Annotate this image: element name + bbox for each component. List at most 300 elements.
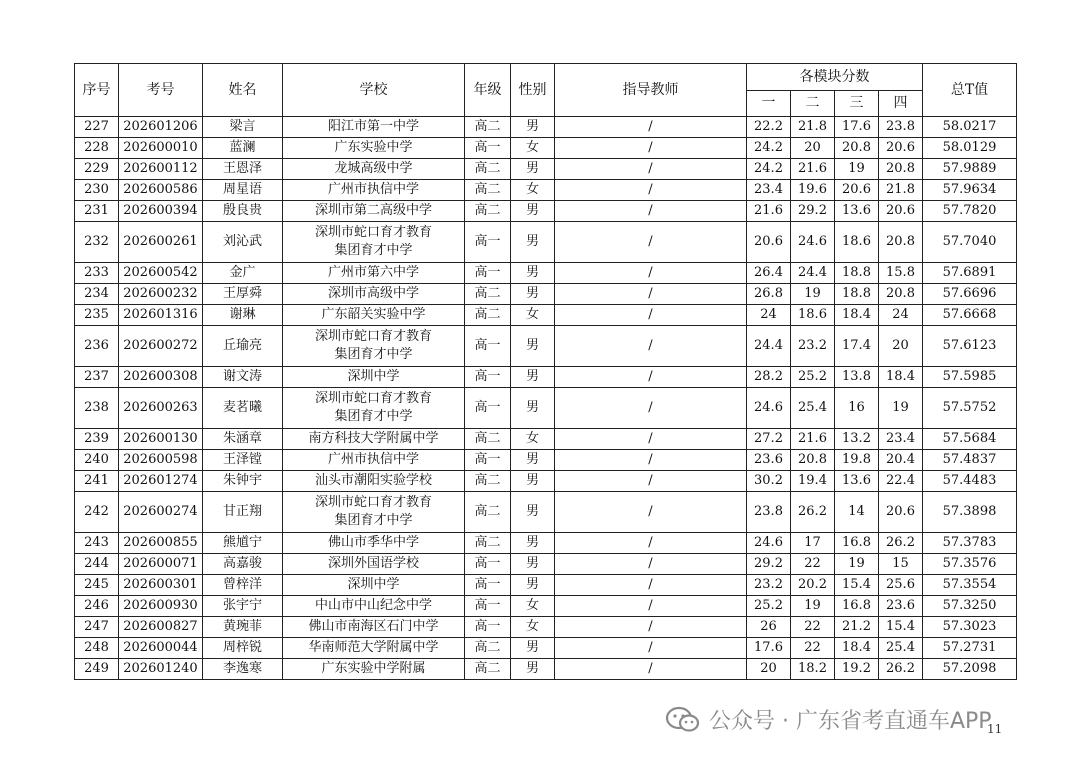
cell-name: 蓝澜: [203, 138, 283, 159]
table-row: [75, 305, 1017, 326]
cell-name: 麦茗曦: [203, 388, 283, 429]
cell-exam-no: 202601206: [119, 117, 203, 138]
cell-seq: 231: [75, 201, 119, 222]
cell-school: [283, 180, 465, 201]
cell-gender: 女: [511, 305, 555, 326]
school-line: 广州市第六中学: [327, 265, 419, 280]
cell-m3: 16.8: [835, 596, 879, 617]
cell-m1: 20.6: [747, 222, 791, 263]
cell-school: [283, 284, 465, 305]
cell-m3: 16: [835, 388, 879, 429]
cell-name: 刘沁武: [203, 222, 283, 263]
header-gender: 性别: [511, 64, 555, 117]
cell-seq: 233: [75, 263, 119, 284]
cell-seq: 239: [75, 429, 119, 450]
school-line: 集团育才中学: [334, 409, 413, 424]
cell-name: 曾梓洋: [203, 575, 283, 596]
cell-m2: 21.6: [791, 429, 835, 450]
wechat-icon: [665, 706, 701, 734]
cell-m1: 23.2: [747, 575, 791, 596]
header-module-1: 一: [747, 90, 791, 117]
cell-m3: 13.6: [835, 201, 879, 222]
cell-m1: 26.4: [747, 263, 791, 284]
cell-total: 57.3023: [923, 617, 1017, 638]
cell-teacher: /: [555, 367, 747, 388]
table-row: [75, 222, 1017, 263]
cell-school: [283, 429, 465, 450]
cell-m1: 24.6: [747, 388, 791, 429]
cell-teacher: /: [555, 471, 747, 492]
cell-m3: 13.6: [835, 471, 879, 492]
school-line: 汕头市潮阳实验学校: [314, 473, 432, 488]
cell-m4: 15.8: [879, 263, 923, 284]
cell-school: [283, 138, 465, 159]
cell-school: [283, 388, 465, 429]
cell-m2: 18.2: [791, 659, 835, 680]
cell-exam-no: 202600586: [119, 180, 203, 201]
cell-gender: 男: [511, 117, 555, 138]
cell-m4: 19: [879, 388, 923, 429]
cell-grade: 高二: [465, 492, 511, 533]
cell-seq: 247: [75, 617, 119, 638]
cell-m2: 19: [791, 596, 835, 617]
cell-m4: 23.8: [879, 117, 923, 138]
cell-teacher: /: [555, 492, 747, 533]
cell-total: 57.3783: [923, 533, 1017, 554]
cell-grade: 高一: [465, 596, 511, 617]
cell-gender: 男: [511, 533, 555, 554]
school-line: 广州市执信中学: [327, 182, 419, 197]
cell-grade: 高一: [465, 575, 511, 596]
cell-m4: 20.8: [879, 222, 923, 263]
table-row: [75, 575, 1017, 596]
cell-m3: 18.8: [835, 284, 879, 305]
table-row: [75, 617, 1017, 638]
cell-m3: 13.8: [835, 367, 879, 388]
cell-teacher: /: [555, 326, 747, 367]
cell-seq: 227: [75, 117, 119, 138]
cell-gender: 男: [511, 284, 555, 305]
cell-m2: 20.2: [791, 575, 835, 596]
cell-exam-no: 202600598: [119, 450, 203, 471]
cell-gender: 男: [511, 471, 555, 492]
cell-school: [283, 659, 465, 680]
school-line: 深圳市高级中学: [327, 286, 419, 301]
table-row: [75, 429, 1017, 450]
cell-name: 周梓锐: [203, 638, 283, 659]
cell-exam-no: 202600930: [119, 596, 203, 617]
cell-m3: 19: [835, 554, 879, 575]
cell-name: 甘正翔: [203, 492, 283, 533]
cell-m3: 18.4: [835, 305, 879, 326]
cell-exam-no: 202601274: [119, 471, 203, 492]
cell-total: 57.2731: [923, 638, 1017, 659]
cell-total: 57.7040: [923, 222, 1017, 263]
cell-m1: 27.2: [747, 429, 791, 450]
cell-m2: 22: [791, 554, 835, 575]
cell-grade: 高二: [465, 429, 511, 450]
cell-exam-no: 202600855: [119, 533, 203, 554]
cell-m3: 17.4: [835, 326, 879, 367]
cell-m2: 20: [791, 138, 835, 159]
cell-seq: 242: [75, 492, 119, 533]
cell-m4: 25.4: [879, 638, 923, 659]
cell-total: 57.3554: [923, 575, 1017, 596]
cell-seq: 228: [75, 138, 119, 159]
cell-school: [283, 554, 465, 575]
cell-total: 57.6696: [923, 284, 1017, 305]
cell-m3: 19.2: [835, 659, 879, 680]
table-row: [75, 533, 1017, 554]
cell-gender: 女: [511, 596, 555, 617]
school-line: 集团育才中学: [334, 243, 413, 258]
cell-gender: 男: [511, 388, 555, 429]
cell-exam-no: 202600044: [119, 638, 203, 659]
cell-m3: 16.8: [835, 533, 879, 554]
page-number: 11: [987, 722, 1003, 736]
cell-m2: 19: [791, 284, 835, 305]
table-row: [75, 180, 1017, 201]
cell-total: 57.3250: [923, 596, 1017, 617]
school-line: 华南师范大学附属中学: [308, 640, 439, 655]
cell-school: [283, 617, 465, 638]
cell-m1: 24.2: [747, 159, 791, 180]
cell-grade: 高一: [465, 263, 511, 284]
cell-m1: 23.6: [747, 450, 791, 471]
cell-exam-no: 202600232: [119, 284, 203, 305]
cell-m3: 18.8: [835, 263, 879, 284]
header-module-4: 四: [879, 90, 923, 117]
cell-teacher: /: [555, 284, 747, 305]
cell-total: 57.7820: [923, 201, 1017, 222]
cell-seq: 240: [75, 450, 119, 471]
cell-exam-no: 202600308: [119, 367, 203, 388]
cell-name: 朱涵章: [203, 429, 283, 450]
cell-gender: 男: [511, 326, 555, 367]
table-row: [75, 284, 1017, 305]
school-line: 深圳中学: [347, 577, 400, 592]
cell-school: [283, 450, 465, 471]
cell-m1: 26.8: [747, 284, 791, 305]
cell-school: [283, 492, 465, 533]
watermark: [665, 704, 992, 735]
table-row: [75, 326, 1017, 367]
cell-seq: 241: [75, 471, 119, 492]
cell-grade: 高二: [465, 201, 511, 222]
cell-teacher: /: [555, 263, 747, 284]
cell-gender: 男: [511, 659, 555, 680]
cell-total: 57.4483: [923, 471, 1017, 492]
table-row: [75, 201, 1017, 222]
cell-name: 周星语: [203, 180, 283, 201]
cell-m2: 23.2: [791, 326, 835, 367]
cell-seq: 232: [75, 222, 119, 263]
header-module-3: 三: [835, 90, 879, 117]
cell-grade: 高一: [465, 367, 511, 388]
cell-seq: 237: [75, 367, 119, 388]
cell-school: [283, 263, 465, 284]
cell-school: [283, 159, 465, 180]
cell-teacher: /: [555, 575, 747, 596]
school-line: 深圳中学: [347, 369, 400, 384]
table-row: [75, 388, 1017, 429]
cell-school: [283, 367, 465, 388]
table-header: [75, 64, 1017, 117]
cell-school: [283, 533, 465, 554]
header-exam-no: 考号: [119, 64, 203, 117]
cell-exam-no: 202600010: [119, 138, 203, 159]
cell-teacher: /: [555, 450, 747, 471]
cell-gender: 女: [511, 180, 555, 201]
school-line: 阳江市第一中学: [327, 119, 419, 134]
cell-m4: 21.8: [879, 180, 923, 201]
cell-grade: 高二: [465, 305, 511, 326]
cell-grade: 高一: [465, 138, 511, 159]
cell-exam-no: 202600394: [119, 201, 203, 222]
cell-m4: 20.4: [879, 450, 923, 471]
cell-total: 57.6668: [923, 305, 1017, 326]
cell-gender: 男: [511, 492, 555, 533]
cell-seq: 238: [75, 388, 119, 429]
table-body: [75, 117, 1017, 680]
cell-name: 谢文涛: [203, 367, 283, 388]
cell-m4: 20.6: [879, 138, 923, 159]
cell-gender: 男: [511, 450, 555, 471]
cell-teacher: /: [555, 138, 747, 159]
cell-exam-no: 202600827: [119, 617, 203, 638]
cell-gender: 男: [511, 575, 555, 596]
cell-name: 李逸寒: [203, 659, 283, 680]
cell-teacher: /: [555, 429, 747, 450]
table-row: [75, 138, 1017, 159]
header-module-2: 二: [791, 90, 835, 117]
cell-exam-no: 202600130: [119, 429, 203, 450]
cell-m1: 21.6: [747, 201, 791, 222]
cell-seq: 235: [75, 305, 119, 326]
school-line: 深圳市蛇口育才教育: [314, 391, 432, 406]
cell-grade: 高一: [465, 450, 511, 471]
cell-school: [283, 326, 465, 367]
cell-m2: 29.2: [791, 201, 835, 222]
cell-total: 57.6891: [923, 263, 1017, 284]
cell-m2: 19.6: [791, 180, 835, 201]
cell-m2: 26.2: [791, 492, 835, 533]
table-row: [75, 159, 1017, 180]
cell-m2: 22: [791, 638, 835, 659]
cell-m1: 23.4: [747, 180, 791, 201]
cell-m2: 17: [791, 533, 835, 554]
cell-grade: 高一: [465, 388, 511, 429]
cell-gender: 女: [511, 138, 555, 159]
cell-gender: 男: [511, 159, 555, 180]
cell-name: 黄琬菲: [203, 617, 283, 638]
cell-total: 57.5985: [923, 367, 1017, 388]
cell-exam-no: 202600542: [119, 263, 203, 284]
cell-teacher: /: [555, 659, 747, 680]
cell-teacher: /: [555, 596, 747, 617]
cell-m1: 28.2: [747, 367, 791, 388]
cell-teacher: /: [555, 388, 747, 429]
cell-seq: 230: [75, 180, 119, 201]
cell-grade: 高二: [465, 659, 511, 680]
cell-teacher: /: [555, 159, 747, 180]
cell-teacher: /: [555, 305, 747, 326]
table-row: [75, 596, 1017, 617]
cell-gender: 男: [511, 638, 555, 659]
school-line: 深圳市第二高级中学: [314, 203, 432, 218]
cell-grade: 高一: [465, 554, 511, 575]
cell-grade: 高二: [465, 533, 511, 554]
cell-m4: 20: [879, 326, 923, 367]
cell-m3: 20.8: [835, 138, 879, 159]
cell-name: 高嘉骏: [203, 554, 283, 575]
cell-seq: 248: [75, 638, 119, 659]
cell-m2: 21.6: [791, 159, 835, 180]
cell-grade: 高二: [465, 159, 511, 180]
cell-m3: 20.6: [835, 180, 879, 201]
header-grade: 年级: [465, 64, 511, 117]
cell-m2: 25.2: [791, 367, 835, 388]
cell-m4: 22.4: [879, 471, 923, 492]
cell-m2: 20.8: [791, 450, 835, 471]
cell-name: 殷良贵: [203, 201, 283, 222]
table-row: [75, 471, 1017, 492]
cell-m1: 30.2: [747, 471, 791, 492]
cell-seq: 249: [75, 659, 119, 680]
school-line: 深圳市蛇口育才教育: [314, 225, 432, 240]
cell-m2: 24.6: [791, 222, 835, 263]
cell-seq: 243: [75, 533, 119, 554]
cell-name: 金广: [203, 263, 283, 284]
school-line: 佛山市季华中学: [327, 535, 419, 550]
cell-grade: 高一: [465, 222, 511, 263]
cell-grade: 高二: [465, 638, 511, 659]
cell-exam-no: 202601316: [119, 305, 203, 326]
cell-m3: 19: [835, 159, 879, 180]
cell-grade: 高二: [465, 471, 511, 492]
cell-name: 朱钟宇: [203, 471, 283, 492]
cell-m1: 20: [747, 659, 791, 680]
cell-m3: 18.4: [835, 638, 879, 659]
school-line: 广东韶关实验中学: [321, 307, 426, 322]
cell-total: 57.3576: [923, 554, 1017, 575]
cell-seq: 236: [75, 326, 119, 367]
cell-total: 57.5684: [923, 429, 1017, 450]
cell-school: [283, 201, 465, 222]
cell-gender: 女: [511, 617, 555, 638]
cell-seq: 246: [75, 596, 119, 617]
cell-teacher: /: [555, 638, 747, 659]
cell-school: [283, 117, 465, 138]
cell-m2: 25.4: [791, 388, 835, 429]
school-line: 深圳市蛇口育才教育: [314, 495, 432, 510]
cell-total: 58.0129: [923, 138, 1017, 159]
cell-m4: 20.8: [879, 284, 923, 305]
cell-exam-no: 202600274: [119, 492, 203, 533]
cell-m3: 18.6: [835, 222, 879, 263]
table-row: [75, 659, 1017, 680]
cell-m3: 21.2: [835, 617, 879, 638]
cell-grade: 高一: [465, 326, 511, 367]
table-row: [75, 263, 1017, 284]
cell-total: 57.2098: [923, 659, 1017, 680]
results-table: [74, 63, 1017, 680]
cell-total: 58.0217: [923, 117, 1017, 138]
cell-m4: 20.6: [879, 492, 923, 533]
school-line: 佛山市南海区石门中学: [308, 619, 439, 634]
cell-seq: 245: [75, 575, 119, 596]
cell-name: 熊馗宁: [203, 533, 283, 554]
cell-m4: 23.4: [879, 429, 923, 450]
cell-m1: 26: [747, 617, 791, 638]
cell-m4: 20.6: [879, 201, 923, 222]
cell-m1: 29.2: [747, 554, 791, 575]
cell-grade: 高一: [465, 617, 511, 638]
cell-m4: 18.4: [879, 367, 923, 388]
cell-grade: 高二: [465, 117, 511, 138]
cell-total: 57.9634: [923, 180, 1017, 201]
school-line: 南方科技大学附属中学: [308, 431, 439, 446]
school-line: 深圳市蛇口育才教育: [314, 329, 432, 344]
cell-exam-no: 202600112: [119, 159, 203, 180]
cell-m2: 18.6: [791, 305, 835, 326]
cell-total: 57.9889: [923, 159, 1017, 180]
cell-name: 王泽镗: [203, 450, 283, 471]
cell-teacher: /: [555, 201, 747, 222]
school-line: 广州市执信中学: [327, 452, 419, 467]
cell-m3: 17.6: [835, 117, 879, 138]
cell-m2: 19.4: [791, 471, 835, 492]
cell-school: [283, 575, 465, 596]
header-seq: 序号: [75, 64, 119, 117]
cell-exam-no: 202600272: [119, 326, 203, 367]
table-row: [75, 554, 1017, 575]
cell-m1: 24.2: [747, 138, 791, 159]
school-line: 集团育才中学: [334, 513, 413, 528]
cell-m3: 15.4: [835, 575, 879, 596]
cell-gender: 男: [511, 367, 555, 388]
cell-m2: 24.4: [791, 263, 835, 284]
cell-m4: 20.8: [879, 159, 923, 180]
cell-m4: 23.6: [879, 596, 923, 617]
cell-name: 梁言: [203, 117, 283, 138]
school-line: 深圳外国语学校: [327, 556, 419, 571]
school-line: 广东实验中学附属: [321, 661, 426, 676]
cell-school: [283, 222, 465, 263]
cell-m2: 22: [791, 617, 835, 638]
header-teacher: 指导教师: [555, 64, 747, 117]
cell-total: 57.4837: [923, 450, 1017, 471]
cell-m4: 24: [879, 305, 923, 326]
cell-name: 王恩泽: [203, 159, 283, 180]
table-row: [75, 117, 1017, 138]
cell-gender: 女: [511, 429, 555, 450]
cell-seq: 244: [75, 554, 119, 575]
cell-name: 丘瑜亮: [203, 326, 283, 367]
cell-exam-no: 202601240: [119, 659, 203, 680]
table-row: [75, 450, 1017, 471]
cell-m4: 26.2: [879, 533, 923, 554]
cell-teacher: /: [555, 180, 747, 201]
cell-m4: 15.4: [879, 617, 923, 638]
cell-total: 57.3898: [923, 492, 1017, 533]
cell-m3: 19.8: [835, 450, 879, 471]
cell-teacher: /: [555, 222, 747, 263]
cell-name: 王厚舜: [203, 284, 283, 305]
header-module-scores: 各模块分数: [747, 64, 923, 91]
cell-seq: 229: [75, 159, 119, 180]
cell-teacher: /: [555, 617, 747, 638]
